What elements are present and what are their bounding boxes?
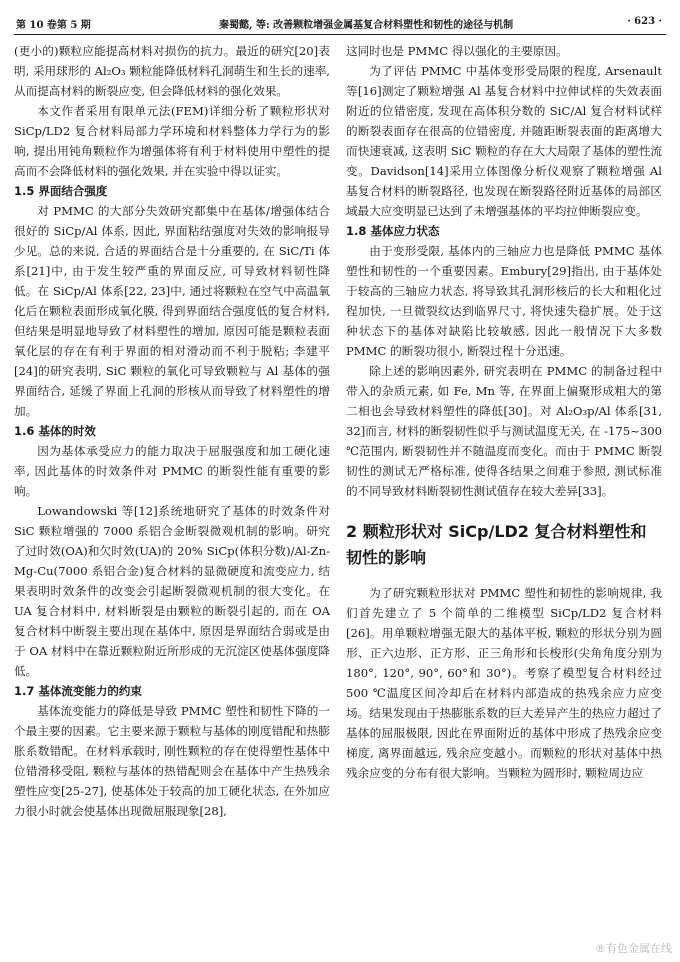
paragraph: (更小的)颗粒应能提高材料对损伤的抗力。最近的研究[20]表明, 采用球形的 Al₂O₃ 颗粒能降低材料孔洞萌生和生长的速率, 从而提高材料的断裂应变, 但会降低材料的强化效果。 <box>14 44 330 98</box>
left-column <box>14 41 330 821</box>
section-heading-1-8: 1.8 基体应力状态 <box>346 224 440 238</box>
page-number: · 623 · <box>627 16 662 27</box>
paragraph: 基体流变能力的降低是导致 PMMC 塑性和韧性下降的一个最主要的因素。它主要来源于颗粒与基体的刚度错配和热膨胀系数错配。在材料承载时, 刚性颗粒的存在使得塑性基体中位错滑移受阻, 颗粒与基体的热错配则会在基体中产生热残余塑性应变[25-27], 使基体处于较高的加工硬化状态, 在外加应力很小时就会使基体出现微屈服现象[28], <box>14 704 330 818</box>
paragraph: 这同时也是 PMMC 得以强化的主要原因。 <box>346 44 568 58</box>
journal-volume: 第 10 卷第 5 期 <box>16 20 91 31</box>
paragraph: 为了评估 PMMC 中基体变形受局限的程度, Arsenault 等[16]测定了颗粒增强 Al 基复合材料中拉伸试样的失效表面附近的位错密度, 发现在高体积分数的 SiC/Al 复合材料试样的断裂表面存在很高的位错密度, 并随距断裂表面的距离增大而快速衰减, 这表明 SiC 颗粒的存在大大局限了基体的塑性流变。Davidson[14]采用立体图像分析仪观察了颗粒增强 Al 基复合材料的断裂路径, 也发现在断裂路径附近基体的局部区域最大应变明显已达到了未增强基体的平均拉伸断裂应变。 <box>346 64 662 218</box>
section-heading-2: 2 颗粒形状对 SiCp/LD2 复合材料塑性和韧性的影响 <box>346 522 647 567</box>
section-heading-1-7: 1.7 基体流变能力的约束 <box>14 684 142 698</box>
running-header <box>14 6 666 34</box>
right-column <box>346 41 662 783</box>
running-title: 秦蜀懿, 等: 改善颗粒增强金属基复合材料塑性和韧性的途径与机制 <box>219 20 514 31</box>
paragraph: 对 PMMC 的大部分失效研究都集中在基体/增强体结合很好的 SiCp/Al 体系, 因此, 界面粘结强度对失效的影响报导少见。总的来说, 合适的界面结合是十分重要的, 在 SiC/Ti 体系[21]中, 由于发生较严重的界面反应, 可导致材料韧性降低。在 SiCp/Al 体系[22, 23]中, 通过将颗粒在空气中高温氧化后在颗粒表面形成氧化膜, 得到界面结合强度低的复合材料, 但结果是明显地导致了材料塑性的增加, 原因可能是颗粒表面氧化层的存在有利于界面的相对滑动而不利于脱粘; 李建平[24]的研究表明, SiC 颗粒的氧化可导致颗粒与 Al 基体的强界面结合, 延缓了界面上孔洞的形核从而导致了材料塑性的增加。 <box>14 204 330 418</box>
paragraph: 本文作者采用有限单元法(FEM)详细分析了颗粒形状对 SiCp/LD2 复合材料局部力学环境和材料整体力学行为的影响, 提出用钝角颗粒作为增强体将有利于材料使用中塑性的提高而不会降低材料的强化效果, 并在实验中得以证实。 <box>14 104 330 178</box>
paragraph: Lowandowski 等[12]系统地研究了基体的时效条件对 SiC 颗粒增强的 7000 系铝合金断裂微观机制的影响。研究了过时效(OA)和欠时效(UA)的 20% SiCp(体积分数)/Al-Zn-Mg-Cu(7000 系铝合金)复合材料的显微硬度和流变应力, 结果表明时效条件的改变会引起断裂微观机制的很大变化。在 UA 复合材料中, 材料断裂是由颗粒的断裂引起的, 而在 OA 复合材料中断裂主要出现在基体中, 原因是界面结合弱或是由于 OA 材料中在靠近颗粒附近所形成的无沉淀区使基体强度降低。 <box>14 504 330 678</box>
section-heading-1-6: 1.6 基体的时效 <box>14 424 96 438</box>
header-rule <box>14 34 666 35</box>
paragraph: 由于变形受限, 基体内的三轴应力也是降低 PMMC 基体塑性和韧性的一个重要因素。Embury[29]指出, 由于基体处于较高的三轴应力状态, 将导致其孔洞形核后的长大和粗化过程加快, 一旦微裂纹达到临界尺寸, 将快速失稳扩展。处于这种状态下的基体对缺陷比较敏感, 因此一般情况下大多数 PMMC 的断裂功很小, 断裂过程十分迅速。 <box>346 244 662 358</box>
paragraph: 除上述的影响因素外, 研究表明在 PMMC 的制备过程中带入的杂质元素, 如 Fe, Mn 等, 在界面上偏聚形成粗大的第二相也会导致材料塑性的降低[30]。对 Al₂O₃p/Al 体系[31, 32]而言, 材料的断裂韧性似乎与测试温度无关, 在 -175~300 ℃范围内, 断裂韧性并不随温度而变化。而由于 PMMC 断裂韧性的测试无严格标准, 使得各结果之间难于参照, 测试标准的不同导致材料断裂韧性测试值存在较大差异[33]。 <box>346 364 662 498</box>
watermark: ®有色金属在线 <box>595 942 672 955</box>
section-heading-1-5: 1.5 界面结合强度 <box>14 184 108 198</box>
paragraph: 因为基体承受应力的能力取决于屈服强度和加工硬化速率, 因此基体的时效条件对 PMMC 的断裂性能有重要的影响。 <box>14 444 330 498</box>
paragraph: 为了研究颗粒形状对 PMMC 塑性和韧性的影响规律, 我们首先建立了 5 个简单的二维模型 SiCp/LD2 复合材料[26]。用单颗粒增强无限大的基体平板, 颗粒的形状分别为圆形、正六边形、正方形、正三角形和长梭形(尖角角度分别为 180°, 120°, 90°, 60°和 30°)。考察了模型复合材料经过 500 ℃温度区间冷却后在材料内部造成的热残余应力应变场。结果发现由于热膨胀系数的巨大差异产生的热应力超过了基体的屈服极限, 因此在界面附近的基体中形成了热残余应变梯度, 离界面越远, 残余应变越小。而颗粒的形状对基体中热残余应变的分布有很大影响。当颗粒为圆形时, 颗粒周边应 <box>346 586 662 780</box>
